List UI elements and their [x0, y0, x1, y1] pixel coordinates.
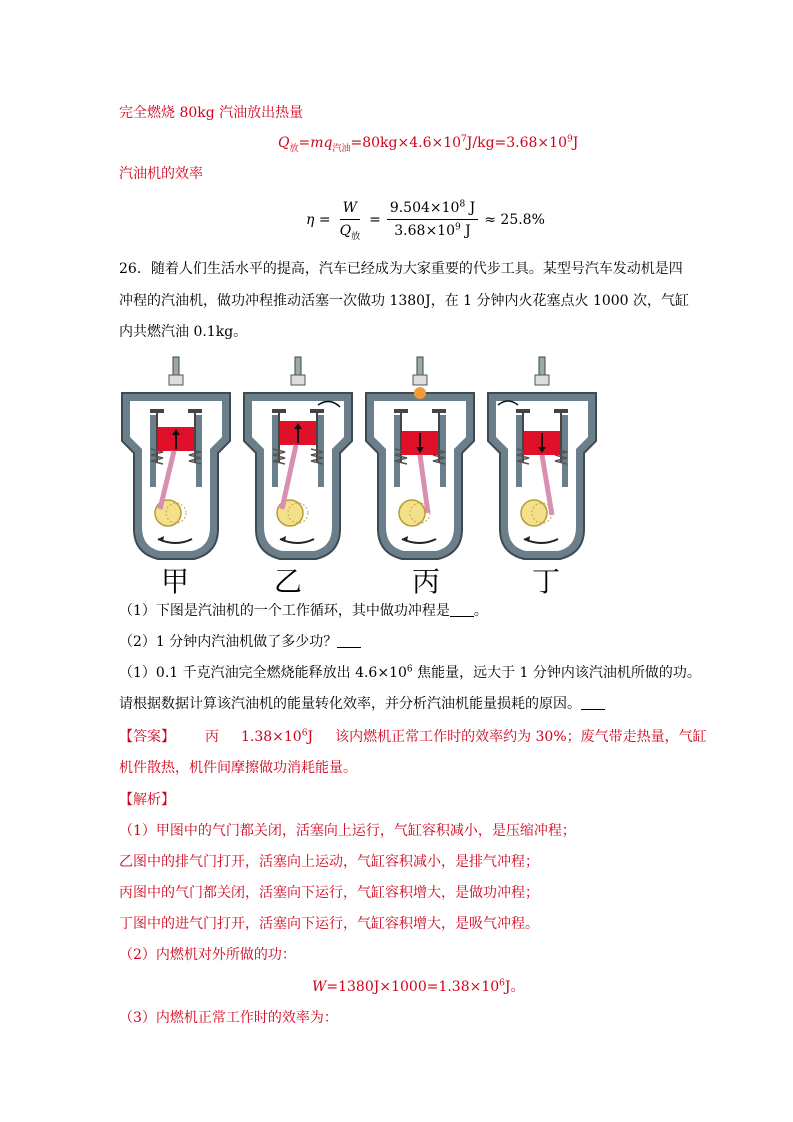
efficiency-formula: η = $\frac{W}{Q_放}$ = $\frac{9.504\times 10^8 J}{3.68\times 10^9 J}$ ≈ 25.8%: [306, 199, 545, 242]
engine-bing: [366, 357, 474, 559]
analysis-p4: 丁图中的进气门打开，活塞向下运行，气缸容积增大，是吸气冲程。: [119, 916, 539, 932]
subquestion-3-line-2: 请根据数据计算该汽油机的能量转化效率，并分析汽油机能量损耗的原因。: [119, 694, 605, 714]
label-yi: 乙: [273, 565, 302, 598]
engine-figure: [118, 353, 598, 593]
answer-blank-1: [450, 602, 474, 617]
analysis-p6: （3）内燃机正常工作时的效率为：: [119, 1010, 338, 1026]
subquestion-1: （1）下图是汽油机的一个工作循环，其中做功冲程是 。: [119, 603, 488, 619]
analysis-label: 【解析】: [119, 792, 175, 808]
subquestion-3: （1）0.1 千克汽油完全燃烧能释放出 $4.6\times 10^6$ 焦能量，远大于 1 分钟内该汽油机所做的功。: [119, 664, 701, 681]
fraction-w-over-q: $\frac{W}{Q_放}$: [339, 200, 361, 242]
analysis-p5: （2）内燃机对外所做的功：: [119, 947, 296, 963]
label-jia: 甲: [160, 565, 189, 598]
answer-line-2: 机件散热，机件间摩擦做功消耗能量。: [119, 760, 357, 776]
fraction-values: $\frac{9.504\times 10^8 J}{3.68\times 10^9 J}$: [387, 198, 478, 241]
engine-ding: [488, 357, 596, 559]
heat-formula: $Q_放=mq_{汽油}=80kg\times 4.6\times 10^7J/kg=3.68\times 10^9J$: [278, 134, 579, 154]
burn-text: 完全燃烧 80kg 汽油放出热量: [119, 105, 304, 121]
work-formula: $W=1380J\times 1000=1.38\times 10^6J$。: [312, 978, 525, 995]
analysis-p1: （1）甲图中的气门都关闭，活塞向上运行，气缸容积减小，是压缩冲程；: [119, 823, 576, 839]
label-ding: 丁: [531, 565, 560, 598]
answer-blank-2: [337, 633, 361, 648]
engine-jia: [122, 357, 230, 559]
engine-yi: [244, 357, 352, 559]
answer-label: 【答案】: [119, 729, 175, 745]
question-line-3: 内共燃汽油 0.1kg。: [119, 324, 248, 340]
answer-line-1: 【答案】 丙 $1.38\times 10^6J$ 该内燃机正常工作时的效率约为 30%；废气带走热量，气缸: [119, 728, 707, 745]
analysis-p3: 丙图中的气门都关闭，活塞向下运行，气缸容积增大，是做功冲程；: [119, 885, 539, 901]
question-line-2: 冲程的汽油机，做功冲程推动活塞一次做功 1380J，在 1 分钟内火花塞点火 1000 次，气缸: [119, 293, 690, 309]
subquestion-2: （2）1 分钟内汽油机做了多少功？: [119, 632, 361, 652]
label-bing: 丙: [411, 565, 440, 598]
efficiency-label: 汽油机的效率: [119, 166, 203, 182]
answer-blank-3: [581, 695, 605, 710]
analysis-p2: 乙图中的排气门打开，活塞向上运动，气缸容积减小，是排气冲程；: [119, 854, 539, 870]
question-line-1: 26．随着人们生活水平的提高，汽车已经成为大家重要的代步工具。某型号汽车发动机是四: [119, 261, 683, 277]
